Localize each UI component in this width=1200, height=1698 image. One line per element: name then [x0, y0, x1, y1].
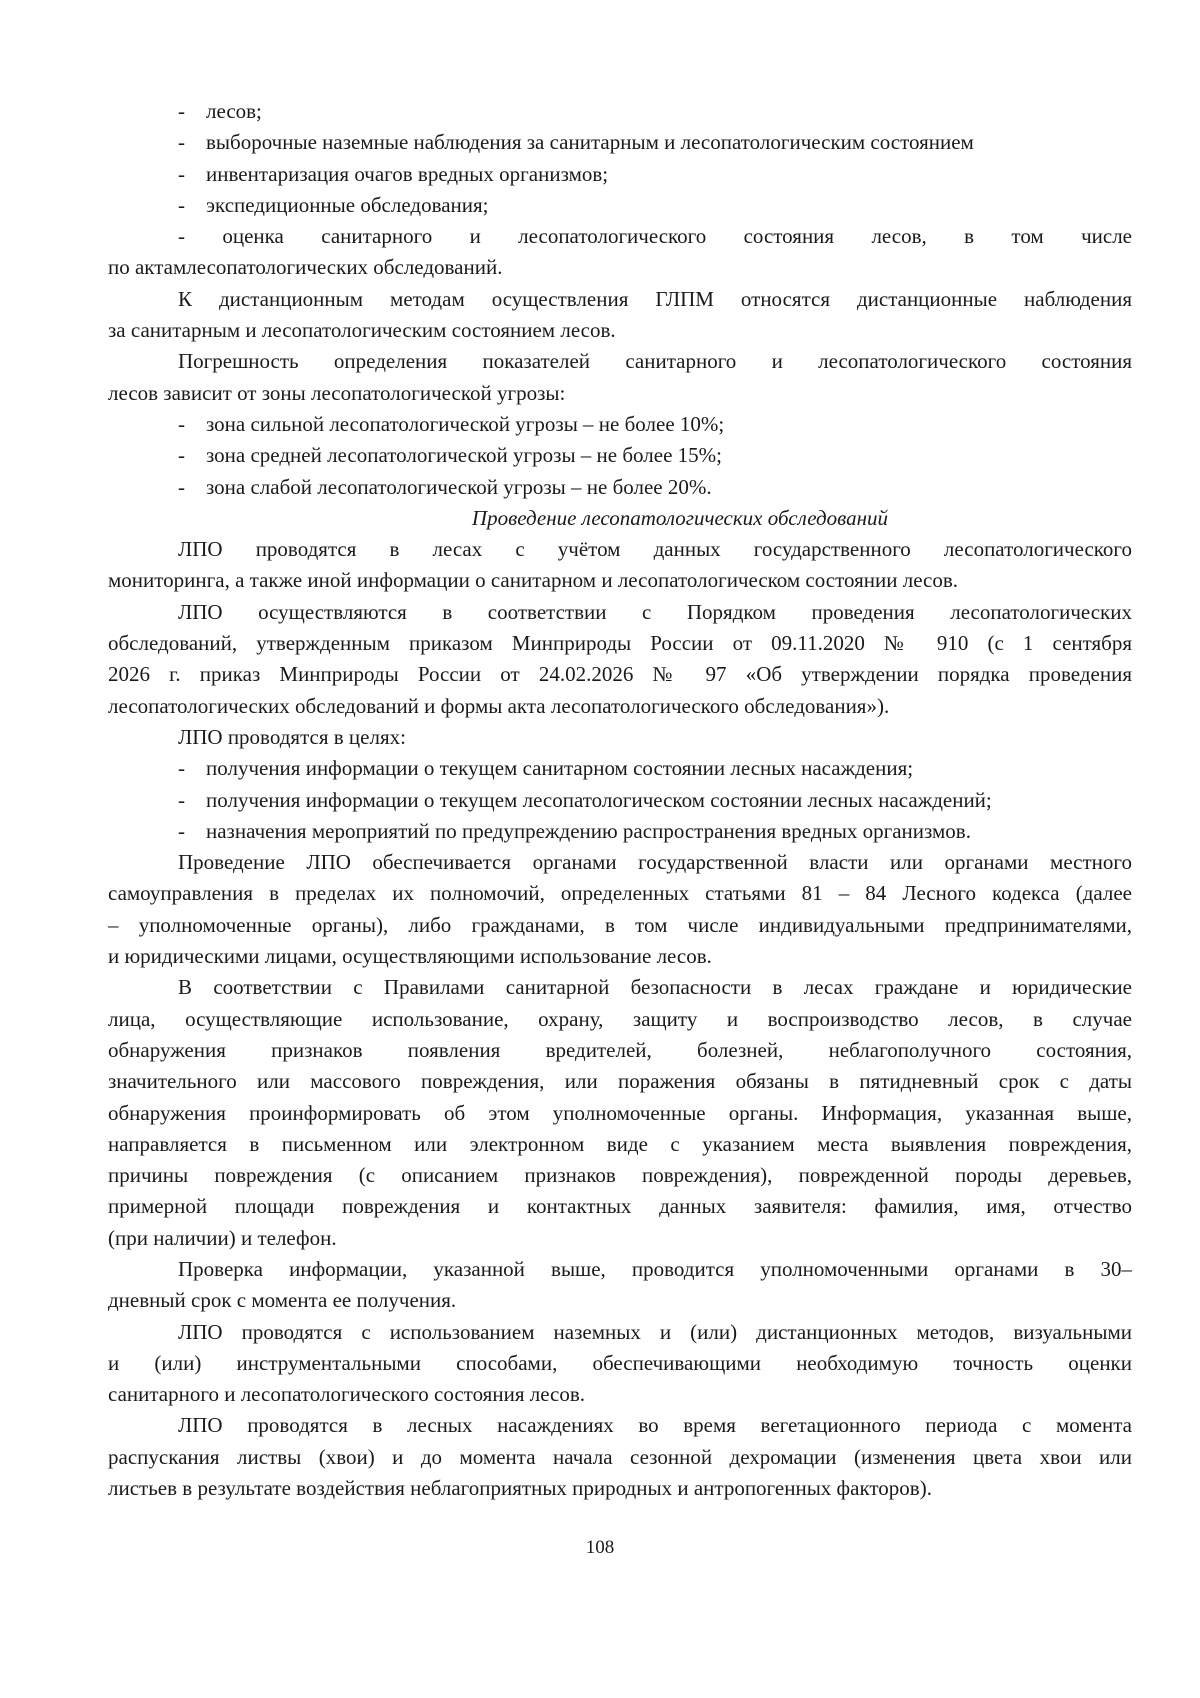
- paragraph-season: [108, 1410, 1132, 1504]
- bullet-dash: -: [178, 756, 185, 781]
- list-item: - получения информации о текущем лесопатологическом состоянии лесных насаждений;: [108, 785, 1132, 816]
- paragraph-line: ЛПО проводятся в лесах с учётом данных государственного лесопатологического: [178, 537, 1132, 562]
- paragraph-sanitary-rules: [108, 972, 1132, 1254]
- bullet-dash: -: [178, 411, 185, 436]
- bullet-list-top: [108, 96, 1132, 221]
- list-item: - зона сильной лесопатологической угрозы – не более 10%;: [108, 409, 1132, 440]
- paragraph-line: лица, осуществляющие использование, охрану, защиту и воспроизводство лесов, в случае: [108, 1006, 1132, 1031]
- paragraph-goals-intro: ЛПО проводятся в целях:: [178, 724, 406, 749]
- paragraph-line: обнаружения проинформировать об этом уполномоченные органы. Информация, указанная выше,: [108, 1100, 1132, 1125]
- bullet-dash: -: [178, 130, 185, 155]
- list-item: - зона слабой лесопатологической угрозы – не более 20%.: [108, 472, 1132, 503]
- paragraph-line: дневный срок с момента ее получения.: [108, 1288, 457, 1313]
- paragraph-line: 2026 г. приказ Минприроды России от 24.02.2026 № 97 «Об утверждении порядка проведения: [108, 662, 1132, 687]
- list-item: - выборочные наземные наблюдения за санитарным и лесопатологическим состоянием: [108, 127, 1132, 158]
- paragraph-line: по актамлесопатологических обследований.: [108, 255, 503, 280]
- paragraph-line: ЛПО осуществляются в соответствии с Порядком проведения лесопатологических: [178, 599, 1132, 624]
- list-item: - назначения мероприятий по предупреждению распространения вредных организмов.: [108, 816, 1132, 847]
- paragraph-line: (при наличии) и телефон.: [108, 1225, 337, 1250]
- paragraph-line: Проверка информации, указанной выше, проводится уполномоченными органами в 30–: [178, 1256, 1132, 1281]
- paragraph-line: ЛПО проводятся в лесных насаждениях во время вегетационного периода с момента: [178, 1413, 1132, 1438]
- paragraph-line: листьев в результате воздействия неблагоприятных природных и антропогенных факторов).: [108, 1476, 932, 1501]
- paragraph-line: ЛПО проводятся с использованием наземных и (или) дистанционных методов, визуальными: [178, 1319, 1132, 1344]
- page-number: 108: [585, 1537, 615, 1558]
- paragraph-line: причины повреждения (с описанием признаков повреждения), поврежденной породы деревьев,: [108, 1163, 1132, 1188]
- paragraph-line: мониторинга, а также иной информации о санитарном и лесопатологическом состоянии лесов.: [108, 568, 959, 593]
- bullet-dash: -: [178, 99, 185, 123]
- paragraph-line: обследований, утвержденным приказом Минприроды России от 09.11.2020 № 910 (с 1 сентября: [108, 631, 1132, 656]
- paragraph-line: значительного или массового повреждения, или поражения обязаны в пятидневный срок с даты: [108, 1069, 1132, 1094]
- paragraph-provision: [108, 847, 1132, 972]
- paragraph-line: лесопатологических обследований и формы акта лесопатологического обследования»).: [108, 693, 890, 718]
- list-item: - получения информации о текущем санитарном состоянии лесных насаждения;: [108, 753, 1132, 784]
- bullet-dash: -: [178, 443, 185, 468]
- paragraph-methods: [108, 1317, 1132, 1411]
- paragraph-line: обнаружения признаков появления вредителей, болезней, неблагополучного состояния,: [108, 1037, 1132, 1062]
- bullet-dash: -: [178, 474, 185, 499]
- bullet-dash: -: [178, 818, 185, 843]
- paragraph-line: и (или) инструментальными способами, обеспечивающими необходимую точность оценки: [108, 1350, 1132, 1375]
- bullet-dash: -: [178, 192, 185, 217]
- section-heading: Проведение лесопатологических обследований: [471, 505, 889, 530]
- paragraph-lpo-order: [108, 597, 1132, 722]
- bullet-dash: -: [178, 161, 185, 186]
- paragraph-check: [108, 1254, 1132, 1317]
- paragraph-line: Проведение ЛПО обеспечивается органами государственной власти или органами местного: [178, 850, 1132, 875]
- paragraph-line: К дистанционным методам осуществления ГЛПМ относятся дистанционные наблюдения: [178, 286, 1132, 311]
- paragraph-line: – уполномоченные органы), либо гражданами, в том числе индивидуальными предпринимателями,: [108, 912, 1132, 937]
- paragraph-line: примерной площади повреждения и контактных данных заявителя: фамилия, имя, отчество: [108, 1194, 1132, 1219]
- list-item: - инвентаризация очагов вредных организмов;: [108, 159, 1132, 190]
- list-item: - зона средней лесопатологической угрозы – не более 15%;: [108, 440, 1132, 471]
- paragraph-line: и юридическими лицами, осуществляющими использование лесов.: [108, 944, 712, 969]
- page-body: [108, 96, 1132, 1504]
- paragraph-line: санитарного и лесопатологического состояния лесов.: [108, 1382, 586, 1407]
- paragraph-remote-methods: [108, 284, 1132, 347]
- paragraph-line: лесов зависит от зоны лесопатологической угрозы:: [108, 380, 566, 405]
- list-item: - экспедиционные обследования;: [108, 190, 1132, 221]
- bullet-list-goals: [108, 753, 1132, 847]
- bullet-list-zones: [108, 409, 1132, 503]
- paragraph-lpo-conducted: [108, 534, 1132, 597]
- paragraph-line: направляется в письменном или электронном виде с указанием места выявления повреждения,: [108, 1131, 1132, 1156]
- paragraph-line: самоуправления в пределах их полномочий, определенных статьями 81 – 84 Лесного кодекса (далее: [108, 881, 1132, 906]
- paragraph-line: В соответствии с Правилами санитарной безопасности в лесах граждане и юридические: [178, 975, 1132, 1000]
- bullet-assessment: [108, 221, 1132, 284]
- paragraph-line: распускания листвы (хвои) и до момента начала сезонной дехромации (изменения цвета хвои или: [108, 1444, 1132, 1469]
- paragraph-line: Погрешность определения показателей санитарного и лесопатологического состояния: [178, 349, 1132, 374]
- paragraph-line: - оценка санитарного и лесопатологического состояния лесов, в том числе: [178, 224, 1132, 249]
- list-item: - лесов;: [108, 96, 1132, 127]
- paragraph-error-margin: [108, 346, 1132, 409]
- paragraph-line: за санитарным и лесопатологическим состоянием лесов.: [108, 318, 616, 343]
- bullet-dash: -: [178, 787, 185, 812]
